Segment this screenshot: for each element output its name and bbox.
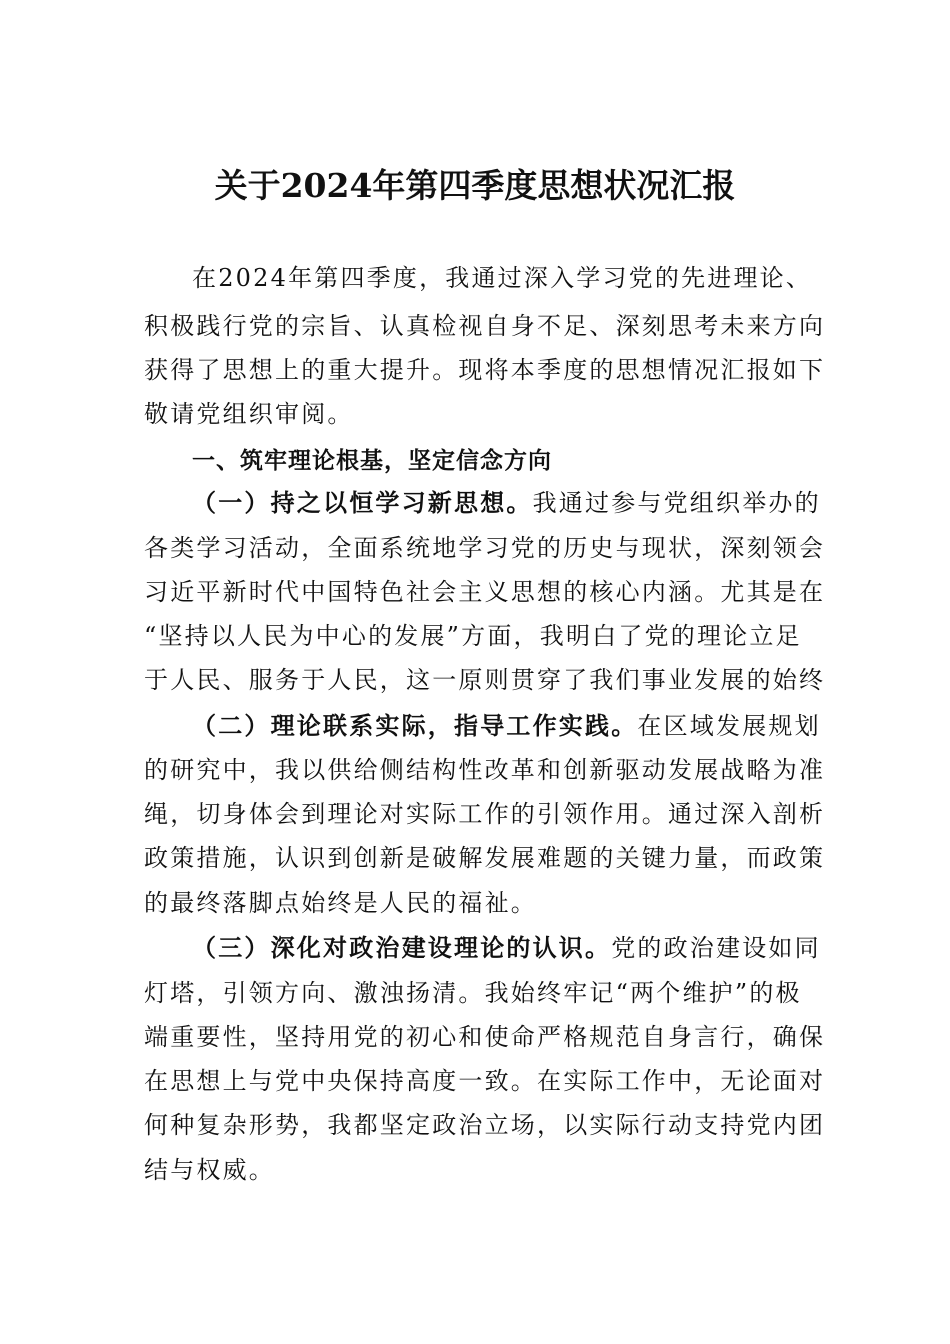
item1-first-line-text: 我通过参与党组织举办的 bbox=[532, 489, 821, 517]
item3-first-line bbox=[192, 929, 821, 967]
item1-line: 于人民、服务于人民，这一原则贯穿了我们事业发展的始终 bbox=[144, 666, 826, 694]
item2-title: （二）理论联系实际，指导工作实践。 bbox=[192, 711, 638, 740]
item1-title: （一）持之以恒学习新思想。 bbox=[192, 488, 533, 517]
item2-line: 绳，切身体会到理论对实际工作的引领作用。通过深入剖析 bbox=[144, 800, 826, 828]
item3-first-line-text: 党的政治建设如同 bbox=[611, 934, 821, 962]
item2-line: 政策措施，认识到创新是破解发展难题的关键力量，而政策 bbox=[144, 844, 826, 872]
section-heading: 一、筑牢理论根基，坚定信念方向 bbox=[192, 448, 552, 474]
item3-line: 何种复杂形势，我都坚定政治立场，以实际行动支持党内团 bbox=[144, 1111, 826, 1139]
item2-first-line bbox=[192, 707, 821, 745]
item3-line: 在思想上与党中央保持高度一致。在实际工作中，无论面对 bbox=[144, 1067, 826, 1095]
item3-title: （三）深化对政治建设理论的认识。 bbox=[192, 933, 612, 962]
intro-line-4: 敬请党组织审阅。 bbox=[144, 400, 354, 428]
item2-line: 的最终落脚点始终是人民的福祉。 bbox=[144, 889, 537, 917]
item1-first-line bbox=[192, 484, 821, 522]
item3-line: 灯塔，引领方向、激浊扬清。我始终牢记“两个维护”的极 bbox=[144, 979, 802, 1007]
intro-line-3: 获得了思想上的重大提升。现将本季度的思想情况汇报如下 bbox=[144, 356, 826, 384]
intro-line-1: 在2024年第四季度，我通过深入学习党的先进理论、 bbox=[192, 264, 813, 292]
item2-line: 的研究中，我以供给侧结构性改革和创新驱动发展战略为准 bbox=[144, 756, 826, 784]
item3-line: 端重要性，坚持用党的初心和使命严格规范自身言行，确保 bbox=[144, 1023, 826, 1051]
intro-line-2: 积极践行党的宗旨、认真检视自身不足、深刻思考未来方向 bbox=[144, 312, 826, 340]
item3-line: 结与权威。 bbox=[144, 1156, 275, 1184]
item1-line: “坚持以人民为中心的发展”方面，我明白了党的理论立足 bbox=[144, 622, 802, 650]
item1-line: 习近平新时代中国特色社会主义思想的核心内涵。尤其是在 bbox=[144, 578, 826, 606]
item2-first-line-text: 在区域发展规划 bbox=[637, 712, 821, 740]
item1-line: 各类学习活动，全面系统地学习党的历史与现状，深刻领会 bbox=[144, 534, 826, 562]
document-title: 关于2024年第四季度思想状况汇报 bbox=[214, 166, 736, 205]
